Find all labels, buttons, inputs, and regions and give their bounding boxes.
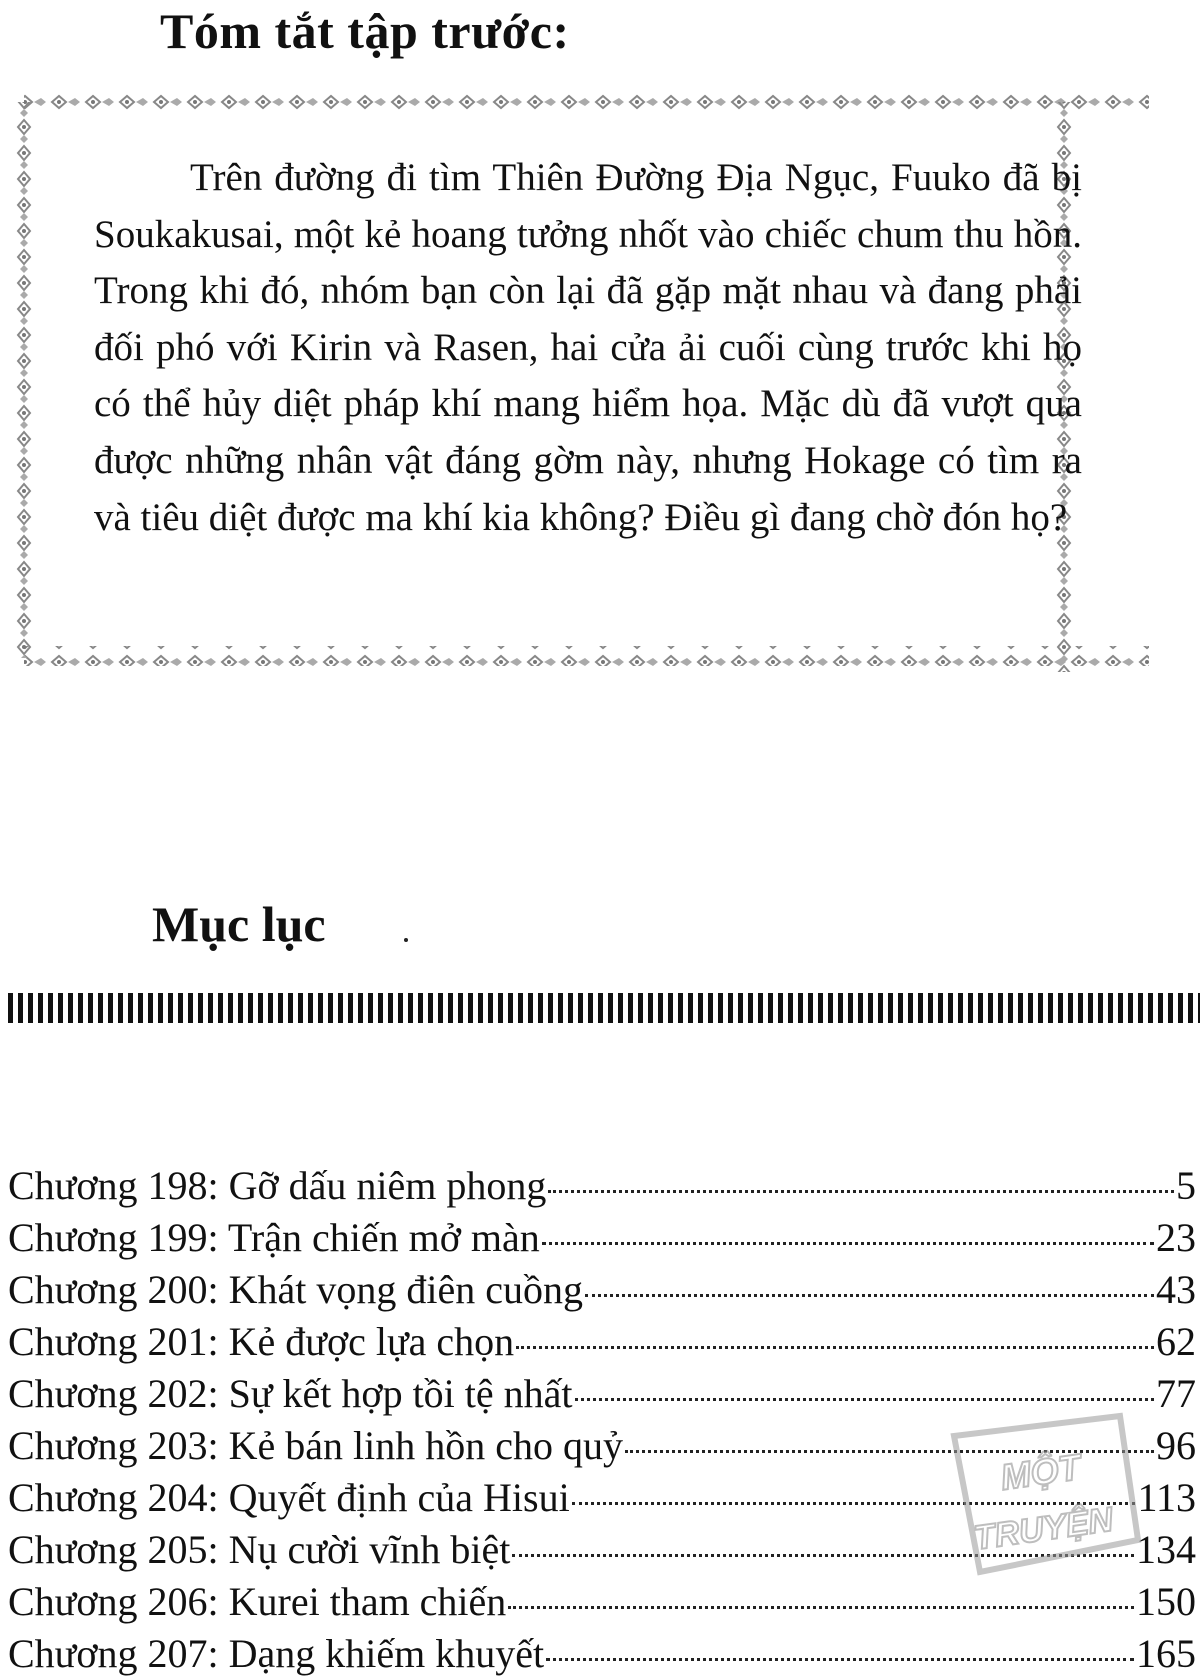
toc-entry <box>8 1316 1196 1368</box>
dot-leader <box>516 1346 1154 1349</box>
toc-entry <box>8 1576 1196 1628</box>
toc-entry-label: Chương 200: Khát vọng điên cuồng <box>8 1267 583 1312</box>
barcode-rule <box>8 993 1200 1023</box>
toc-entry-label: Chương 201: Kẻ được lựa chọn <box>8 1319 515 1364</box>
toc-entry-label: Chương 198: Gỡ dấu niêm phong <box>8 1163 547 1208</box>
toc-entry-label: Chương 203: Kẻ bán linh hồn cho quỷ <box>8 1423 623 1468</box>
dot-leader <box>548 1190 1174 1193</box>
toc-entry-page: 134 <box>1136 1527 1196 1572</box>
summary-text <box>94 150 1082 546</box>
dot-leader <box>546 1658 1134 1661</box>
summary-body: Trên đường đi tìm Thiên Đường Địa Ngục, Fuuko đã bị Soukakusai, một kẻ hoang tưởng nhốt vào chiếc chum thu hồn. Trong khi đó, nhóm bạn còn lại đã gặp mặt nhau và đang phải đối phó với Kirin và Rasen, hai cửa ải cuối cùng trước khi họ có thể hủy diệt pháp khí mang hiểm họa. Mặc dù đã vượt qua được những nhân vật đáng gờm này, nhưng Hokage có tìm ra và tiêu diệt được ma khí kia không? Điều gì đang chờ đón họ? <box>94 156 1082 539</box>
summary-title: Tóm tắt tập trước: <box>160 3 570 59</box>
stray-dot <box>404 938 408 942</box>
toc-entry-label: Chương 199: Trận chiến mở màn <box>8 1215 540 1260</box>
toc-title: Mục lục <box>152 896 326 952</box>
toc-entry <box>8 1264 1196 1316</box>
toc-entry-page: 96 <box>1156 1423 1196 1468</box>
dot-leader <box>585 1294 1154 1297</box>
dot-leader <box>508 1606 1134 1609</box>
toc-entry-label: Chương 207: Dạng khiếm khuyết <box>8 1631 545 1676</box>
dot-leader <box>575 1398 1154 1401</box>
toc-entry-page: 165 <box>1136 1631 1196 1676</box>
toc-entry <box>8 1212 1196 1264</box>
toc-entry-page: 62 <box>1156 1319 1196 1364</box>
toc-entry-page: 150 <box>1136 1579 1196 1624</box>
watermark-line2: TRUYỆN <box>971 1500 1116 1558</box>
watermark-line1: MỘT <box>998 1446 1084 1498</box>
toc-entry-label: Chương 204: Quyết định của Hisui <box>8 1475 570 1520</box>
toc-entry-page: 43 <box>1156 1267 1196 1312</box>
toc-entry-page: 23 <box>1156 1215 1196 1260</box>
toc-entry-label: Chương 206: Kurei tham chiến <box>8 1579 507 1624</box>
watermark-logo <box>944 1412 1144 1580</box>
toc-entry-label: Chương 205: Nụ cười vĩnh biệt <box>8 1527 511 1572</box>
toc-entry <box>8 1160 1196 1212</box>
toc-entry-page: 5 <box>1176 1163 1196 1208</box>
toc-entry-label: Chương 202: Sự kết hợp tồi tệ nhất <box>8 1371 573 1416</box>
toc-entry-page: 113 <box>1137 1475 1196 1520</box>
toc-entry <box>8 1628 1196 1680</box>
dot-leader <box>542 1242 1154 1245</box>
toc-entry-page: 77 <box>1156 1371 1196 1416</box>
